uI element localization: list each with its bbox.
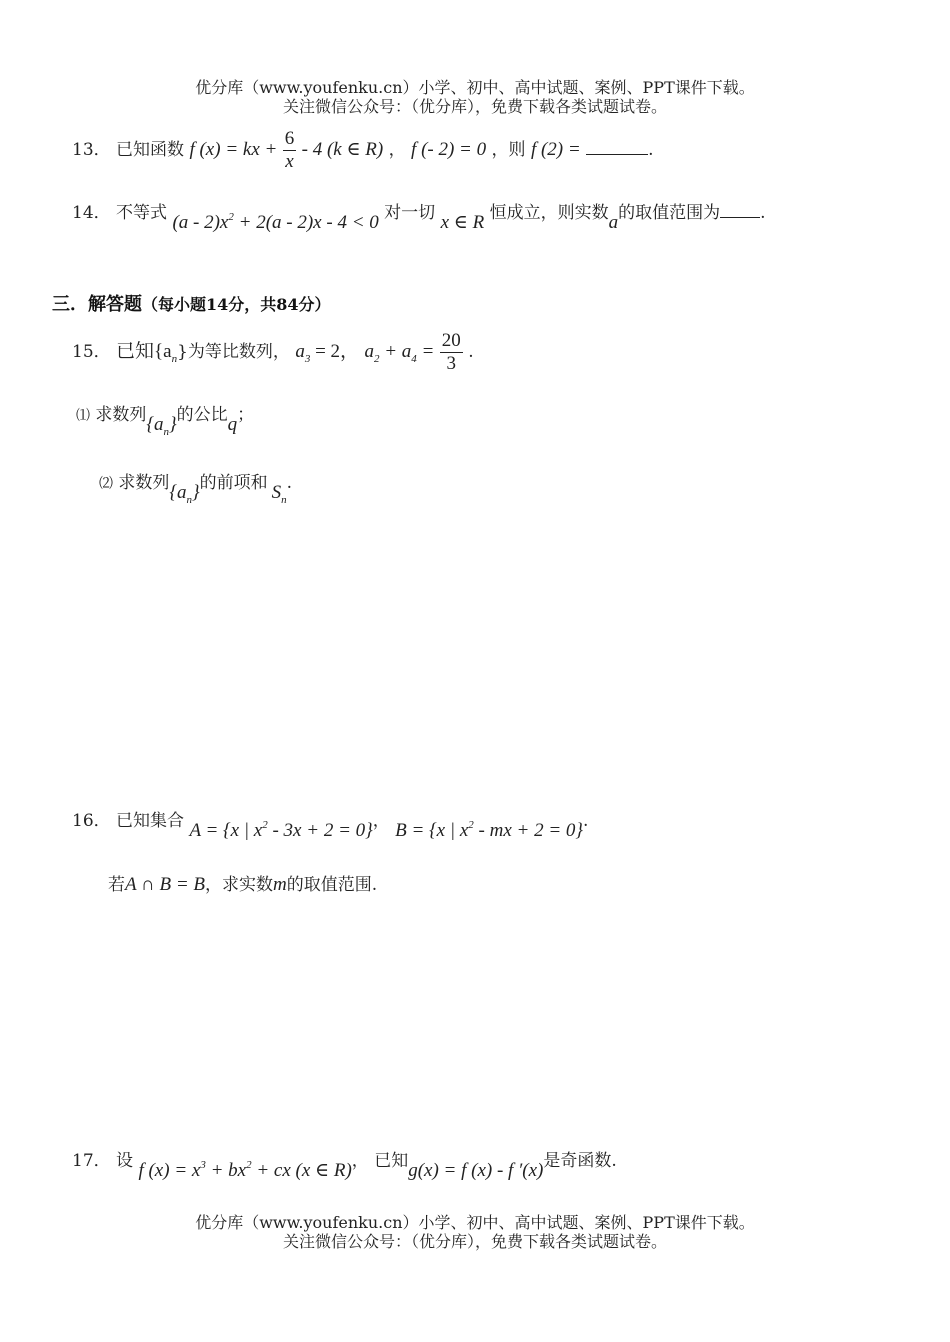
q15-plus: + a: [379, 341, 412, 362]
q15-part2-S: S: [271, 482, 282, 503]
q13-sep1: ，: [388, 140, 406, 160]
q14-mid2: 恒成立，则实数: [489, 203, 609, 223]
q15-part1-seq-open: {a: [146, 414, 164, 435]
q15-part1-mid: 的公比: [176, 405, 228, 425]
q13-frac-num: 6: [284, 128, 295, 149]
q17-intro: 设: [116, 1151, 134, 1171]
q15-frac-num: 20: [441, 330, 461, 351]
q16-setA-a: A = {x | x: [189, 820, 263, 841]
q16-setB-a: B = {x | x: [395, 820, 469, 841]
q16-comma: ，: [372, 811, 390, 831]
q15-part2: [99, 468, 293, 506]
header-top-line1: 优分库（www.youfenku.cn）小学、初中、高中试题、案例、PPT课件下载。: [195, 78, 755, 97]
q14-expr: [172, 212, 378, 233]
q15-a3-eq: = 2，: [310, 341, 360, 362]
q16-setA-b: - 3x + 2 = 0}: [267, 820, 373, 841]
q16-number: 16．: [72, 811, 111, 831]
q17-tail: 是奇函数.: [543, 1151, 617, 1171]
question-17: [72, 1146, 617, 1181]
q15-part2-seq-open: {a: [169, 482, 187, 503]
q14-domain: x ∈ R: [440, 212, 485, 233]
section-3-heading: 三．解答题: [52, 294, 142, 315]
q15-part1-label: ⑴: [76, 408, 90, 424]
q14-expr-b: + 2(a - 2)x - 4 < 0: [233, 212, 379, 233]
q15-a3-var: a: [295, 341, 305, 362]
q16-setA: [189, 820, 372, 841]
q15-part2-sub: n: [186, 494, 193, 506]
section-3-note: （每小题14分，共84分）: [142, 295, 331, 314]
q13-condition: f (- 2) = 0: [411, 139, 487, 160]
q15-end: .: [468, 342, 474, 362]
q13-fraction: [283, 128, 297, 173]
page-header-top: [0, 78, 950, 116]
q13-number: 13．: [72, 140, 111, 160]
section-3-title: [52, 290, 331, 316]
q15-part2-seq: [169, 482, 200, 506]
q15-part2-label: ⑵: [99, 476, 113, 492]
q16-end: .: [583, 811, 589, 831]
q15-part2-sub-n: n: [281, 494, 287, 506]
q17-exp3: 3: [200, 1159, 206, 1171]
q17-f-expr: [138, 1160, 351, 1181]
q16-setB-b: - mx + 2 = 0}: [473, 820, 584, 841]
q13-end: .: [648, 140, 654, 160]
q15-a2a4: [364, 341, 435, 365]
q13-expr-left: f (x) = kx +: [189, 139, 278, 160]
footer-line2: 关注微信公众号：（优分库），免费下载各类试题试卷。: [282, 1232, 667, 1251]
q17-f-c: + cx (x ∈ R): [251, 1160, 352, 1181]
q15-part1: [76, 400, 255, 438]
q15-sub-n: n: [171, 353, 178, 365]
q15-a2-var: a: [364, 341, 374, 362]
q15-part2-end: .: [286, 473, 293, 493]
q16-line2-mid: ，求实数: [205, 875, 274, 895]
q15-a3: [295, 341, 360, 365]
q14-exp: 2: [228, 211, 234, 223]
q13-intro: 已知函数: [116, 140, 185, 160]
q16-setB-exp: 2: [468, 819, 474, 831]
q15-part2-var: [271, 482, 287, 506]
q14-end: .: [760, 203, 766, 223]
q15-part2-text: 求数列: [118, 473, 170, 493]
question-14: [72, 198, 766, 233]
q17-comma: ，: [351, 1151, 369, 1171]
q13-expr-right: - 4 (k ∈ R): [301, 139, 384, 160]
q16-line2-tail: 的取值范围.: [286, 875, 378, 895]
q17-known: 已知: [374, 1151, 409, 1171]
q16-line2-pre: 若: [108, 875, 125, 895]
q15-part1-var: q: [227, 414, 238, 435]
q17-exp2: 2: [246, 1159, 252, 1171]
q15-number: 15．: [72, 342, 111, 362]
q16-line2-var: m: [273, 874, 287, 895]
q14-expr-a: (a - 2)x: [172, 212, 229, 233]
q13-answer-blank[interactable]: [586, 138, 648, 155]
q15-eq: =: [416, 341, 435, 362]
q15-seq-open: [116, 341, 178, 365]
q13-ask: f (2) =: [530, 139, 581, 160]
q15-part2-seq-close: }: [192, 482, 200, 503]
q15-part1-text: 求数列: [95, 405, 147, 425]
q15-fraction: [440, 330, 463, 375]
q17-f-a: f (x) = x: [138, 1160, 201, 1181]
q15-part1-end: ；: [237, 405, 255, 425]
q16-setB: [395, 820, 583, 841]
q15-frac-den: 3: [446, 353, 457, 374]
footer-line1: 优分库（www.youfenku.cn）小学、初中、高中试题、案例、PPT课件下载。: [195, 1213, 755, 1232]
q14-answer-blank[interactable]: [720, 201, 760, 218]
q13-frac-den: x: [285, 151, 294, 172]
q15-a4-sub: 4: [411, 353, 417, 365]
question-13: [72, 128, 654, 173]
q14-var: a: [608, 212, 619, 233]
q16-line2-expr: A ∩ B = B: [125, 874, 206, 895]
q13-sep2: ，则: [491, 140, 526, 160]
q17-number: 17．: [72, 1151, 111, 1171]
q16-intro: 已知集合: [116, 811, 185, 831]
question-15: [72, 330, 474, 375]
q14-number: 14．: [72, 203, 111, 223]
q15-a2-sub: 2: [373, 353, 380, 365]
q16-setA-exp: 2: [262, 819, 268, 831]
q15-part1-seq-close: }: [169, 414, 177, 435]
q15-intro: 已知{a: [116, 341, 172, 362]
header-top-line2: 关注微信公众号：（优分库），免费下载各类试题试卷。: [282, 97, 667, 116]
q14-intro: 不等式: [116, 203, 168, 223]
q15-part2-mid: 的前项和: [199, 473, 268, 493]
q15-part1-sub: n: [163, 426, 170, 438]
q17-f-b: + bx: [205, 1160, 247, 1181]
q14-tail: 的取值范围为: [618, 203, 721, 223]
q15-part1-seq: [146, 414, 177, 438]
q15-intro2: }为等比数列，: [177, 342, 290, 362]
question-16: [72, 806, 589, 841]
page-footer: [0, 1213, 950, 1251]
q15-a3-sub: 3: [304, 353, 311, 365]
q14-mid: 对一切: [384, 203, 436, 223]
q16-line2: [108, 870, 377, 896]
q17-g-expr: g(x) = f (x) - f ′(x): [408, 1160, 544, 1181]
